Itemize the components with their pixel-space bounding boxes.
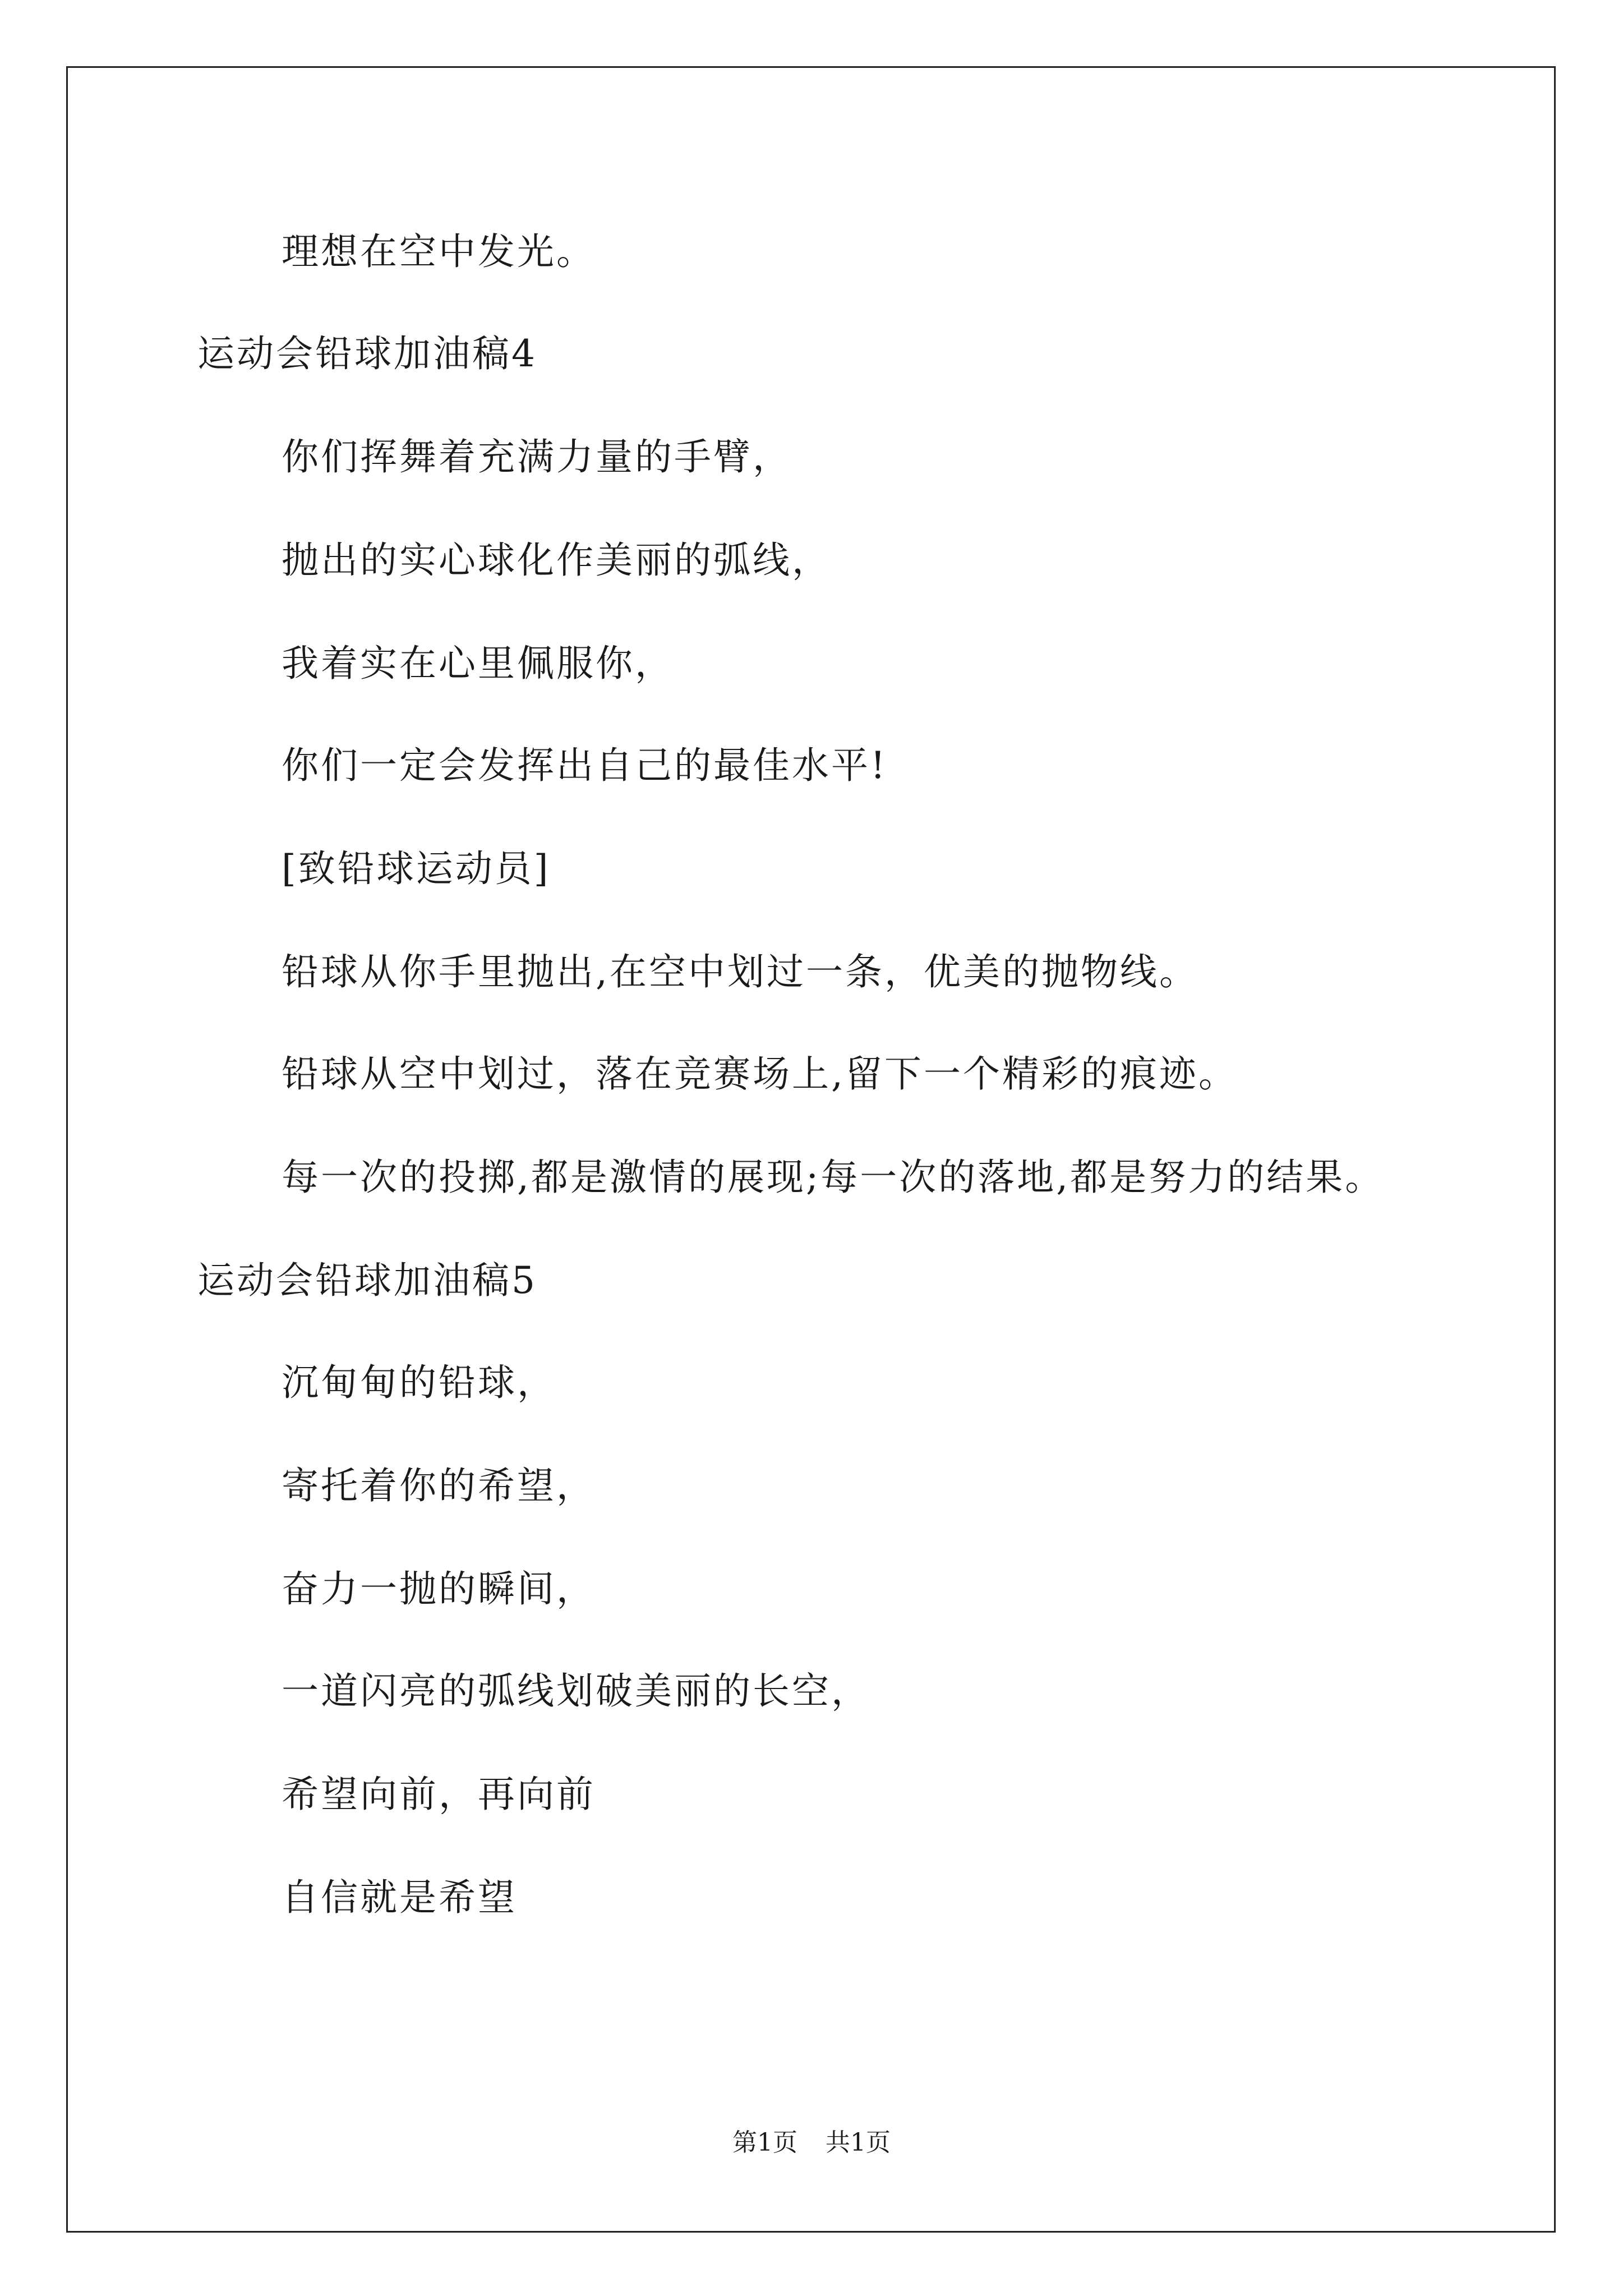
page-number: 第1页	[732, 2128, 797, 2157]
body-line: 理想在空中发光。	[282, 230, 596, 273]
body-line: 一道闪亮的弧线划破美丽的长空，	[282, 1669, 870, 1713]
body-line: 希望向前，再向前	[282, 1773, 596, 1816]
body-line: 铅球从你手里抛出,在空中划过一条，优美的抛物线。	[282, 950, 1198, 993]
body-line: 抛出的实心球化作美丽的弧线，	[282, 539, 831, 582]
page-total: 共1页	[826, 2128, 891, 2157]
body-line: [致铅球运动员]	[282, 847, 551, 890]
body-line: 铅球从空中划过，落在竞赛场上,留下一个精彩的痕迹。	[282, 1052, 1238, 1096]
section-heading: 运动会铅球加油稿4	[197, 332, 537, 375]
page-footer	[0, 2126, 1623, 2160]
body-line: 自信就是希望	[282, 1876, 517, 1919]
body-line: 奋力一抛的瞬间，	[282, 1567, 596, 1611]
body-line: 你们一定会发挥出自己的最佳水平!	[282, 744, 888, 787]
section-heading: 运动会铅球加油稿5	[197, 1259, 537, 1302]
body-line: 每一次的投掷,都是激情的展现;每一次的落地,都是努力的结果。	[282, 1156, 1385, 1199]
body-line: 寄托着你的希望，	[282, 1464, 596, 1507]
body-line: 沉甸甸的铅球，	[282, 1361, 556, 1404]
body-line: 你们挥舞着充满力量的手臂，	[282, 435, 792, 478]
body-line: 我着实在心里佩服你，	[282, 642, 674, 685]
